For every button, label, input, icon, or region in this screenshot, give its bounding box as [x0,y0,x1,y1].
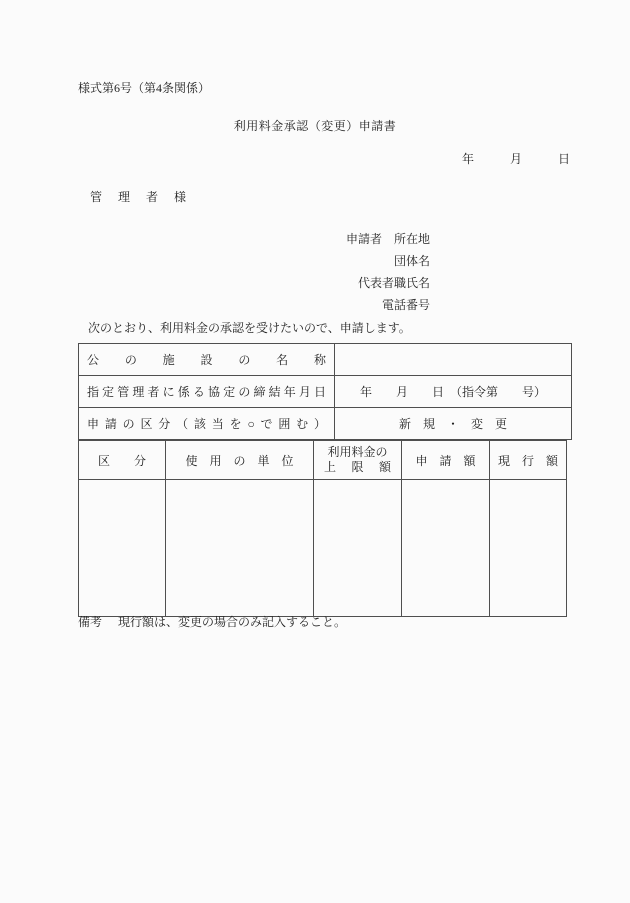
applicant-label: 申請者 [345,232,382,246]
date-field: 年 月 日 [461,152,570,166]
empty-usage-unit-cell [166,480,314,617]
intro-sentence: 次のとおり、利用料金の承認を受けたいので、申請します。 [88,321,411,335]
remarks-label: 備考 [78,615,103,629]
header-current-amount-cell: 現 行 額 [490,441,567,480]
facility-name-value-cell [335,344,572,376]
info-table [78,343,572,440]
agreement-date-label-cell: 指定管理者に係る協定の締結年月日 [79,376,335,408]
header-category-cell: 区 分 [79,441,166,480]
form-tables [78,343,558,617]
application-type-label-cell: 申請の区分（該当を○で囲む） [79,408,335,440]
page-title: 利用料金承認（変更）申請書 [233,119,397,133]
header-usage-unit-cell: 使 用 の 単 位 [166,441,314,480]
remarks-text: 現行額は、変更の場合のみ記入すること。 [118,615,347,629]
empty-category-cell [79,480,166,617]
applicant-block [346,228,430,316]
header-fee-cap-line1: 利用料金の [327,445,388,459]
fee-table [78,440,567,617]
header-requested-amount-cell: 申 請 額 [402,441,490,480]
table-row [79,408,572,440]
applicant-field-address: 所在地 [393,232,430,246]
table-row [79,376,572,408]
table-row [79,344,572,376]
header-fee-cap-cell [314,441,402,480]
facility-name-label-cell: 公の施設の名称 [79,344,335,376]
fee-table-header-row [79,441,567,480]
addressee-label: 管 理 者 様 [90,190,189,204]
applicant-field-organization: 団体名 [393,254,430,268]
applicant-field-representative: 代表者職氏名 [357,276,430,290]
header-fee-cap-line2: 上 限 額 [324,460,391,474]
applicant-field-phone: 電話番号 [381,298,430,312]
agreement-date-value-cell: 年 月 日 （指令第 号） [335,376,572,408]
empty-current-amount-cell [490,480,567,617]
empty-requested-amount-cell [402,480,490,617]
empty-fee-cap-cell [314,480,402,617]
applicant-line-address [346,228,430,250]
remarks-note [78,613,346,630]
application-type-value-cell: 新 規 ・ 変 更 [335,408,572,440]
form-number: 様式第6号（第4条関係） [78,81,211,95]
fee-table-empty-row [79,480,567,617]
